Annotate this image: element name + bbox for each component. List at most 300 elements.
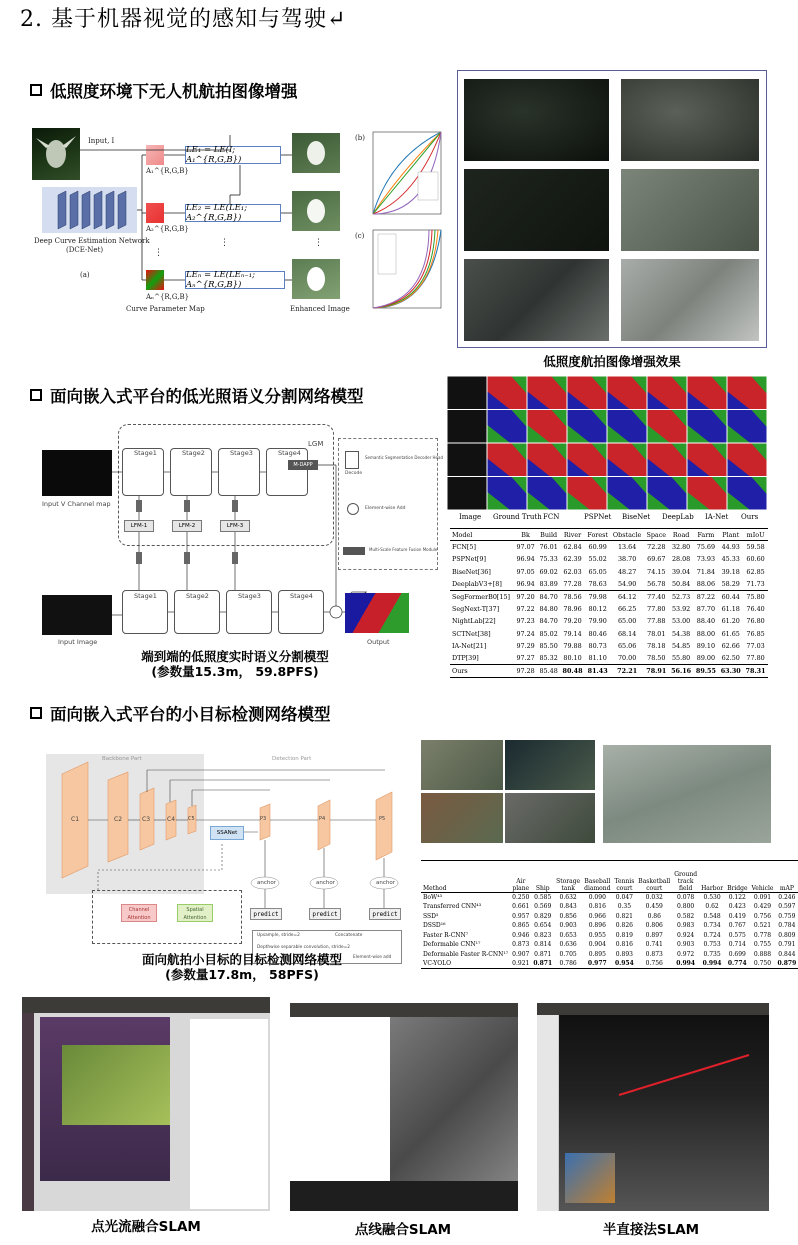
seg-table-cell: 96.94 — [516, 580, 535, 588]
plot-c — [373, 230, 441, 308]
lower-stage-2-label: Stage2 — [186, 592, 209, 600]
seg-grid-cell — [528, 377, 567, 410]
legend-upsample: Upsample, stride=2 — [257, 933, 300, 938]
seg-table-cell: 77.88 — [647, 617, 666, 626]
seg-table-cell: 72.21 — [610, 665, 643, 677]
det-table-cell: 0.759 — [778, 912, 796, 920]
input-image-label: Input Image — [58, 638, 98, 646]
det-table-header: Air plane — [510, 861, 531, 893]
det-table-cell: 0.582 — [677, 912, 695, 920]
seg-grid-cell — [528, 410, 567, 443]
det-table-cell: 0.774 — [725, 959, 749, 969]
seg-table-cell: 28.08 — [671, 555, 691, 564]
seg-table-cell: 88.06 — [696, 580, 716, 588]
seg-table-cell: FCN[5] — [452, 543, 476, 552]
seg-grid-cell — [488, 410, 527, 443]
det-table-cell: 0.724 — [703, 931, 721, 939]
seg-table-cell: 80.46 — [588, 629, 607, 638]
c2-label: C2 — [114, 816, 123, 823]
det-table-cell: VC-YOLO — [421, 959, 510, 969]
seg-grid-cell — [728, 410, 767, 443]
seg-table-header: Obstacle — [610, 529, 643, 541]
det-table-cell: 0.032 — [645, 894, 663, 901]
det-table-cell: 0.983 — [677, 922, 695, 930]
seg-table-cell: 58.29 — [721, 580, 740, 588]
c3-label: C3 — [142, 816, 151, 823]
seg-grid-cell — [648, 377, 687, 410]
seg-grid-cell — [528, 477, 567, 510]
seg-table-header: Build — [537, 529, 560, 541]
det-table-cell: 0.767 — [728, 922, 746, 930]
seg-table-cell: 88.40 — [696, 617, 716, 626]
det-table-cell: 0.078 — [677, 894, 695, 901]
curve-plots — [355, 128, 445, 316]
seg-table-cell: 56.16 — [669, 665, 694, 677]
seg-table-cell: 77.03 — [746, 642, 765, 651]
legend-element-add: Element-wise add — [353, 955, 392, 960]
det-table-cell: 0.816 — [588, 903, 606, 911]
seg-table-row — [450, 615, 768, 627]
seg-table-header: Plant — [718, 529, 743, 541]
p3-label: P3 — [260, 816, 267, 822]
seg-table-cell: 97.05 — [516, 567, 535, 576]
seg-table-cell: 81.43 — [585, 665, 610, 677]
seg-table-cell: 80.73 — [588, 642, 607, 651]
det-table-cell: 0.653 — [559, 931, 577, 939]
det-table-header: Baseball diamond — [582, 861, 612, 893]
det-table-cell: 0.753 — [703, 941, 721, 949]
seg-grid-cell — [728, 477, 767, 510]
seg-table-cell: 77.80 — [746, 654, 765, 663]
det-table-header: Harbor — [699, 861, 725, 893]
seg-table-cell: 89.55 — [694, 665, 719, 677]
seg-table-cell: 53.92 — [671, 605, 691, 614]
section-title-enhance — [30, 78, 298, 102]
seg-table-cell: 45.33 — [721, 555, 740, 564]
det-table-cell: DSSD¹⁶ — [423, 922, 446, 930]
seg-table-cell: 74.15 — [647, 567, 666, 576]
seg-table-cell: 80.12 — [588, 605, 607, 614]
det-table-cell: 0.423 — [728, 903, 746, 911]
seg-table-cell: 89.10 — [696, 642, 716, 651]
seg-table-header: River — [560, 529, 585, 541]
lower-stage-1-label: Stage1 — [134, 592, 157, 600]
det-table-cell: 0.977 — [582, 959, 612, 969]
det-table-header: Basketball court — [636, 861, 672, 893]
lower-stage-4-label: Stage4 — [290, 592, 313, 600]
det-table-cell: 0.575 — [728, 931, 746, 939]
det-table-cell: 0.904 — [588, 941, 606, 949]
det-table-cell: 0.946 — [512, 931, 530, 939]
seg-table-cell: 60.44 — [718, 590, 743, 602]
seg-grid-cell — [488, 477, 527, 510]
section-title-enhance-text: 低照度环境下无人机航拍图像增强 — [50, 82, 298, 101]
seg-table-cell: 59.58 — [746, 543, 765, 552]
enhance-results-caption: 低照度航拍图像增强效果 — [543, 354, 681, 369]
seg-table-cell: 63.30 — [718, 665, 743, 677]
seg-table-cell: 53.00 — [671, 617, 691, 626]
seg-grid-header: IA-Net — [705, 513, 729, 521]
det-table-cell: 0.955 — [588, 931, 606, 939]
le2-formula: LE₂ = LE(LE₁; A₂^{R,G,B}) — [185, 204, 281, 222]
seg-table-cell: 73.93 — [696, 555, 716, 564]
dce-net-label: Deep Curve Estimation Network — [34, 237, 150, 245]
seg-table-cell: Ours — [450, 665, 514, 677]
seg-table-cell: 78.63 — [588, 580, 607, 588]
lgm-label: LGM — [308, 440, 324, 448]
seg-table-cell: 54.90 — [617, 580, 637, 588]
seg-table-cell: 78.18 — [647, 642, 666, 651]
seg-table-cell: 39.04 — [671, 567, 691, 576]
seg-table-cell: 96.94 — [516, 555, 535, 564]
plot-c-label: (c) — [355, 232, 365, 240]
seg-table-cell: 84.80 — [539, 605, 558, 614]
det-table-cell: 0.250 — [512, 894, 530, 901]
section-title-detection — [30, 701, 331, 725]
seg-table-cell: BiseNet[36] — [452, 567, 491, 576]
svg-text:⋮: ⋮ — [154, 248, 163, 258]
seg-grid-cell — [448, 444, 487, 477]
seg-table-cell: 70.00 — [617, 654, 637, 663]
enhanced-image-1 — [292, 133, 340, 173]
spatial-attention-block: Spatial Attention — [177, 904, 213, 922]
det-table-row — [421, 912, 798, 922]
seg-table-row — [450, 590, 768, 602]
det-table-cell: 0.871 — [534, 950, 552, 958]
det-table-row — [421, 921, 798, 931]
le1-formula: LE₁ = LE(I; A₁^{R,G,B}) — [185, 146, 281, 164]
output-segmentation-image — [345, 593, 409, 633]
det-table-cell: 0.921 — [512, 960, 530, 967]
section-title-segmentation-text: 面向嵌入式平台的低光照语义分割网络模型 — [50, 387, 364, 406]
dark-aerial-3 — [464, 259, 609, 341]
seg-table-row — [450, 665, 768, 677]
upper-stage-1-label: Stage1 — [134, 449, 157, 457]
lfm-2: LFM-2 — [172, 520, 202, 532]
input-label: Input, I — [88, 137, 115, 145]
seg-table-row — [450, 652, 768, 664]
det-table-cell: 0.585 — [534, 894, 552, 901]
seg-table-cell: 79.88 — [563, 642, 582, 651]
seg-grid-cell — [448, 377, 487, 410]
seg-table-cell: 55.80 — [671, 654, 691, 663]
seg-grid-cell — [608, 477, 647, 510]
det-table-cell: 0.879 — [777, 960, 797, 967]
seg-grid-cell — [608, 444, 647, 477]
seg-table-cell: 71.73 — [746, 580, 765, 588]
seg-grid-header: FCN — [543, 513, 560, 521]
seg-table-row — [450, 628, 768, 640]
seg-grid-cell — [688, 477, 727, 510]
seg-table-cell: 65.06 — [617, 642, 637, 651]
lfm-3: LFM-3 — [220, 520, 250, 532]
seg-table-cell: 78.01 — [647, 629, 666, 638]
det-table-row — [421, 902, 798, 912]
detection-result-3 — [421, 793, 503, 843]
seg-table-cell: 85.32 — [539, 654, 558, 663]
a1-label: A₁^{R,G,B} — [146, 167, 189, 175]
seg-grid-cell — [448, 477, 487, 510]
seg-table-cell: 85.50 — [539, 642, 558, 651]
det-table-cell: 0.865 — [512, 922, 530, 930]
seg-table-cell: 83.89 — [539, 580, 558, 588]
dark-aerial-1 — [464, 79, 609, 161]
section-title-detection-text: 面向嵌入式平台的小目标检测网络模型 — [50, 705, 331, 724]
det-table-cell: 0.090 — [588, 894, 606, 901]
seg-grid-header: BiseNet — [622, 513, 651, 521]
det-table-cell: 0.597 — [778, 903, 796, 911]
seg-table-cell: 13.64 — [617, 543, 637, 552]
det-table-cell: 0.784 — [778, 922, 796, 930]
seg-table-cell: 62.85 — [746, 567, 765, 576]
det-table-cell: 0.786 — [554, 959, 582, 969]
seg-table-cell: 54.85 — [671, 642, 691, 651]
det-table-row — [421, 959, 798, 969]
seg-table-cell: 78.96 — [563, 605, 582, 614]
enhanced-image-2 — [292, 191, 340, 231]
det-table-cell: 0.903 — [559, 922, 577, 930]
seg-table-cell: 69.02 — [539, 567, 558, 576]
seg-table-cell: PSPNet[9] — [452, 555, 486, 564]
det-table-cell: 0.816 — [615, 941, 633, 949]
seg-table-cell: 79.20 — [563, 617, 582, 626]
seg-table-cell: 77.28 — [563, 580, 582, 588]
det-table-cell: 0.806 — [645, 922, 663, 930]
seg-table-cell: 54.38 — [671, 629, 691, 638]
seg-grid-cell — [648, 477, 687, 510]
det-table-cell: 0.778 — [753, 931, 772, 939]
seg-table-cell: 89.00 — [696, 654, 716, 663]
det-table-cell: 0.856 — [559, 912, 577, 920]
det-table-row — [421, 893, 798, 903]
det-table-cell: 0.654 — [534, 922, 552, 930]
det-table-cell: 0.661 — [512, 903, 530, 911]
det-table-cell: 0.966 — [588, 912, 606, 920]
seg-table-cell: 97.22 — [516, 605, 535, 614]
svg-text:⋮: ⋮ — [220, 238, 229, 248]
det-table-cell: 0.246 — [778, 894, 796, 901]
seg-table-cell: 75.33 — [539, 555, 558, 564]
det-table-cell: 0.873 — [512, 941, 530, 949]
det-table-cell: 0.829 — [534, 912, 552, 920]
det-table-cell: 0.705 — [559, 950, 577, 958]
det-table-cell: 0.871 — [533, 960, 553, 967]
seg-table-cell: 76.85 — [746, 629, 765, 638]
seg-table-cell: 44.93 — [721, 543, 740, 552]
seg-table-cell: 84.70 — [539, 617, 558, 626]
output-label: Output — [367, 638, 390, 646]
seg-table-cell: 61.20 — [721, 617, 740, 626]
det-table-cell: 0.819 — [615, 931, 633, 939]
det-table-cell: 0.122 — [728, 894, 746, 901]
seg-grid-cell — [688, 377, 727, 410]
seg-table-cell: 75.69 — [696, 543, 716, 552]
seg-table-row — [450, 566, 768, 578]
det-table-cell: 0.873 — [645, 950, 663, 958]
seg-table-cell: DeeplabV3+[8] — [452, 580, 502, 588]
predict-p4: predict — [309, 908, 341, 920]
det-table-cell: 0.843 — [559, 903, 577, 911]
slam-screenshot-2 — [290, 1003, 518, 1211]
seg-table-cell: SCTNet[38] — [452, 629, 491, 638]
seg-table-header: Bk — [514, 529, 537, 541]
plot-b — [373, 132, 441, 214]
seg-table-cell: 97.23 — [516, 617, 535, 626]
seg-grid-cell — [648, 410, 687, 443]
seg-table-cell: 97.07 — [516, 543, 535, 552]
dce-net-abbr: (DCE-Net) — [66, 246, 104, 254]
det-table-cell: 0.814 — [534, 941, 552, 949]
checkbox-square-icon — [30, 84, 42, 96]
part-a-label: (a) — [80, 271, 90, 279]
det-table-cell: Deformable CNN¹⁷ — [423, 941, 481, 949]
seg-table-cell: 78.91 — [644, 665, 669, 677]
seg-table-cell: 50.84 — [671, 580, 691, 588]
seg-grid-header: Image — [459, 513, 482, 521]
seg-grid-header: Ours — [741, 513, 759, 521]
seg-table-cell: 61.18 — [721, 605, 740, 614]
seg-table-row — [450, 603, 768, 615]
legend-decode-desc: Semantic Segmentation Decoder Head — [365, 455, 443, 460]
enhanced-aerial-1 — [621, 79, 759, 161]
zero-dce-diagram — [30, 125, 350, 325]
seg-grid-cell — [568, 377, 607, 410]
slam-caption-3: 半直接法SLAM — [602, 1222, 700, 1238]
seg-table-cell: 66.25 — [617, 605, 637, 614]
curve-map-label: Curve Parameter Map — [126, 305, 205, 313]
predict-p3: predict — [250, 908, 282, 920]
det-table-cell: 0.756 — [636, 959, 672, 969]
det-table-cell: 0.954 — [612, 959, 636, 969]
det-table-cell: 0.548 — [703, 912, 721, 920]
det-table-cell: 0.699 — [728, 950, 746, 958]
det-table-row — [421, 950, 798, 960]
legend-concat: Concatenate — [335, 933, 363, 938]
seg-grid-header: DeepLab — [662, 513, 694, 521]
seg-grid-cell — [568, 477, 607, 510]
c1-label: C1 — [71, 816, 80, 823]
seg-grid-cell — [648, 444, 687, 477]
det-table-cell: 0.893 — [615, 950, 633, 958]
det-table-cell: 0.972 — [677, 950, 695, 958]
seg-table-cell: 62.50 — [721, 654, 740, 663]
det-table-cell: 0.809 — [778, 931, 796, 939]
det-table-cell: 0.419 — [728, 912, 746, 920]
seg-table-cell: 88.00 — [696, 629, 716, 638]
anchor-p3: anchor — [257, 880, 276, 886]
det-table-cell: 0.750 — [750, 959, 776, 969]
page-title: 2. 基于机器视觉的感知与驾驶↵ — [20, 7, 347, 32]
segmentation-caption-1: 端到端的低照度实时语义分割模型 — [141, 649, 329, 664]
seg-table-cell: 55.02 — [588, 555, 607, 564]
seg-table-cell: 78.50 — [647, 654, 666, 663]
enhanced-image-label: Enhanced Image — [290, 305, 350, 313]
seg-table-cell: 38.70 — [617, 555, 637, 564]
det-table-cell: 0.897 — [645, 931, 663, 939]
segmentation-table — [450, 528, 768, 678]
seg-table-header: Forest — [585, 529, 610, 541]
seg-table-cell: 97.28 — [514, 665, 537, 677]
seg-table-cell: 76.40 — [746, 605, 765, 614]
det-table-cell: 0.429 — [753, 903, 772, 911]
det-table-cell: 0.735 — [703, 950, 721, 958]
det-table-cell: 0.791 — [778, 941, 796, 949]
seg-table-row — [450, 640, 768, 652]
det-table-header: Method — [421, 861, 510, 893]
seg-grid-cell — [488, 377, 527, 410]
backbone-label: Backbone Part — [102, 756, 142, 762]
seg-table-cell: 62.03 — [563, 567, 582, 576]
seg-table-cell: 80.48 — [560, 665, 585, 677]
det-table-row — [421, 931, 798, 941]
enhance-results-frame — [457, 70, 767, 348]
detection-result-1 — [421, 740, 503, 790]
seg-table-cell: 78.31 — [743, 665, 768, 677]
seg-table-cell: DTP[39] — [452, 654, 479, 663]
slam-caption-2: 点线融合SLAM — [354, 1222, 452, 1238]
det-table-header: Storage tank — [554, 861, 582, 893]
det-table-header: Bridge — [725, 861, 749, 893]
seg-table-cell: 81.10 — [588, 654, 607, 663]
det-table-cell: 0.047 — [615, 894, 633, 901]
svg-text:⋮: ⋮ — [314, 238, 323, 248]
slam-caption-1: 点光流融合SLAM — [91, 1219, 201, 1235]
det-table-header: Vehicle — [750, 861, 776, 893]
seg-table-cell: 75.80 — [743, 590, 768, 602]
seg-grid-cell — [568, 410, 607, 443]
det-table-cell: 0.994 — [672, 959, 699, 969]
det-table-cell: 0.35 — [617, 903, 632, 911]
seg-table-cell: 62.84 — [563, 543, 582, 552]
seg-table-cell: 78.56 — [560, 590, 585, 602]
det-table-cell: 0.734 — [703, 922, 721, 930]
seg-table-cell: 97.27 — [516, 654, 535, 663]
seg-table-cell: 97.20 — [514, 590, 537, 602]
checkbox-square-icon — [30, 707, 42, 719]
checkbox-square-icon — [30, 389, 42, 401]
seg-grid-cell — [608, 377, 647, 410]
det-table-cell: 0.957 — [512, 912, 530, 920]
det-table-cell: 0.569 — [534, 903, 552, 911]
seg-table-cell: 76.80 — [746, 617, 765, 626]
seg-table-cell: 64.12 — [610, 590, 643, 602]
detection-table — [421, 860, 798, 969]
seg-table-cell: 72.28 — [647, 543, 666, 552]
seg-table-cell: 69.67 — [647, 555, 666, 564]
det-table-header: mAP — [775, 861, 798, 893]
seg-grid-header: Ground Truth — [493, 513, 542, 521]
enhanced-image-n — [292, 259, 340, 299]
det-table-cell: SSD³ — [423, 912, 439, 920]
seg-grid-cell — [528, 444, 567, 477]
seg-table-cell: 97.29 — [516, 642, 535, 651]
det-table-cell: 0.86 — [647, 912, 661, 920]
seg-grid-cell — [728, 377, 767, 410]
det-table-cell: 0.888 — [753, 950, 772, 958]
channel-attention-block: Channel Attention — [121, 904, 157, 922]
seg-grid-header: PSPNet — [584, 513, 612, 521]
seg-table-cell: 60.60 — [746, 555, 765, 564]
det-table-cell: 0.903 — [677, 941, 695, 949]
seg-table-cell: 77.80 — [647, 605, 666, 614]
an-label: Aₙ^{R,G,B} — [146, 293, 190, 301]
det-table-cell: 0.459 — [645, 903, 663, 911]
detection-result-2 — [505, 740, 595, 790]
lower-stage-3-label: Stage3 — [238, 592, 261, 600]
seg-table-cell: SegFormerB0[15] — [450, 590, 514, 602]
det-table-cell: 0.714 — [728, 941, 746, 949]
seg-table-cell: IA-Net[21] — [452, 642, 487, 651]
